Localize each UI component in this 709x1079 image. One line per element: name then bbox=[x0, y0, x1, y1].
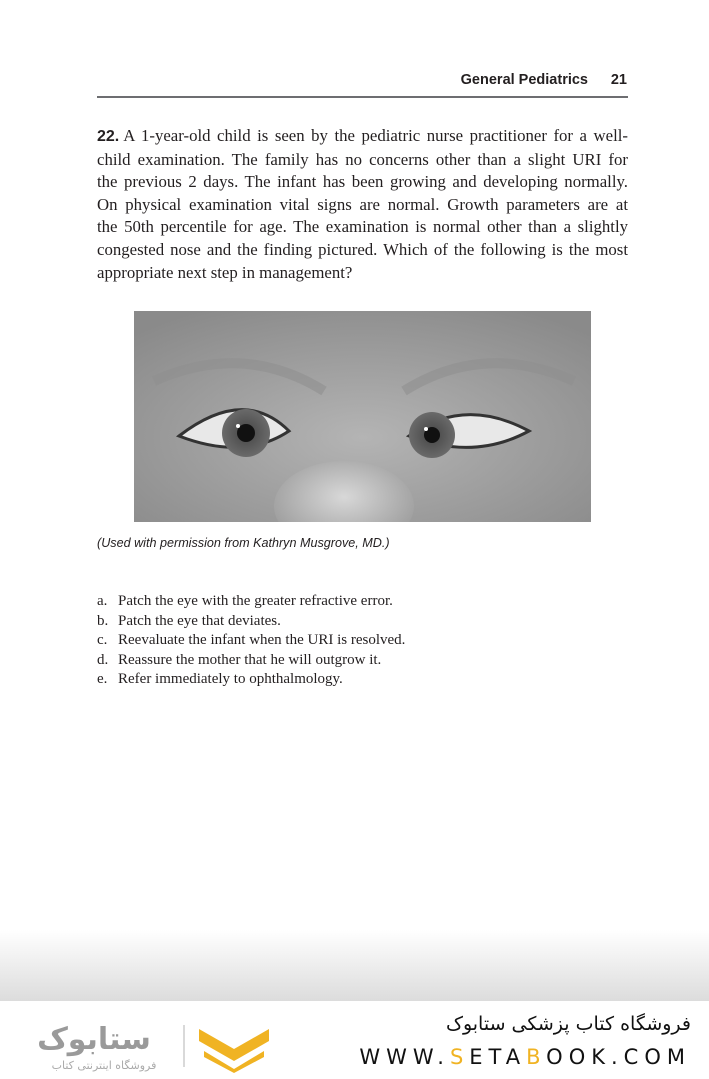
publisher-footer bbox=[0, 1001, 709, 1079]
option-e: e. Refer immediately to ophthalmology. bbox=[97, 671, 343, 688]
figure-caption: (Used with permission from Kathryn Musgrove, MD.) bbox=[97, 536, 390, 550]
store-title: فروشگاه کتاب پزشکی ستابوک bbox=[445, 1013, 691, 1035]
footer-shadow bbox=[0, 930, 709, 1001]
option-a: a. Patch the eye with the greater refractive error. bbox=[97, 593, 393, 609]
logo-subtitle: فروشگاه اینترنتی کتاب bbox=[51, 1059, 157, 1072]
question-line: appropriate next step in management? bbox=[97, 262, 353, 282]
question-line: child examination. The family has no concerns other than a slight URI for bbox=[97, 149, 628, 169]
question-line: congested nose and the finding pictured. Which of the following is the most bbox=[97, 239, 628, 259]
page-number: 21 bbox=[610, 72, 627, 88]
question-line: the previous 2 days. The infant has been growing and developing normally. bbox=[97, 172, 628, 192]
setabook-logo bbox=[34, 1017, 274, 1073]
question-stem bbox=[97, 125, 628, 284]
question-line: On physical examination vital signs are normal. Growth parameters are at bbox=[97, 194, 628, 214]
logo-text: ستابوک bbox=[37, 1022, 151, 1057]
running-header bbox=[97, 70, 628, 98]
option-c: c. Reevaluate the infant when the URI is resolved. bbox=[97, 632, 406, 649]
option-b: b. Patch the eye that deviates. bbox=[97, 612, 281, 629]
question-number: 22. bbox=[97, 128, 120, 145]
question-line: 22. A 1-year-old child is seen by the pediatric nurse practitioner for a well- bbox=[97, 126, 628, 145]
store-url[interactable]: WWW.SETABOOK.COM bbox=[359, 1045, 691, 1069]
option-d: d. Reassure the mother that he will outgrow it. bbox=[97, 651, 382, 668]
answer-options bbox=[97, 592, 405, 690]
infant-eyes-photo bbox=[134, 311, 591, 522]
section-title: General Pediatrics bbox=[460, 72, 588, 88]
question-line: the 50th percentile for age. The examination is normal other than a slightly bbox=[97, 217, 628, 237]
